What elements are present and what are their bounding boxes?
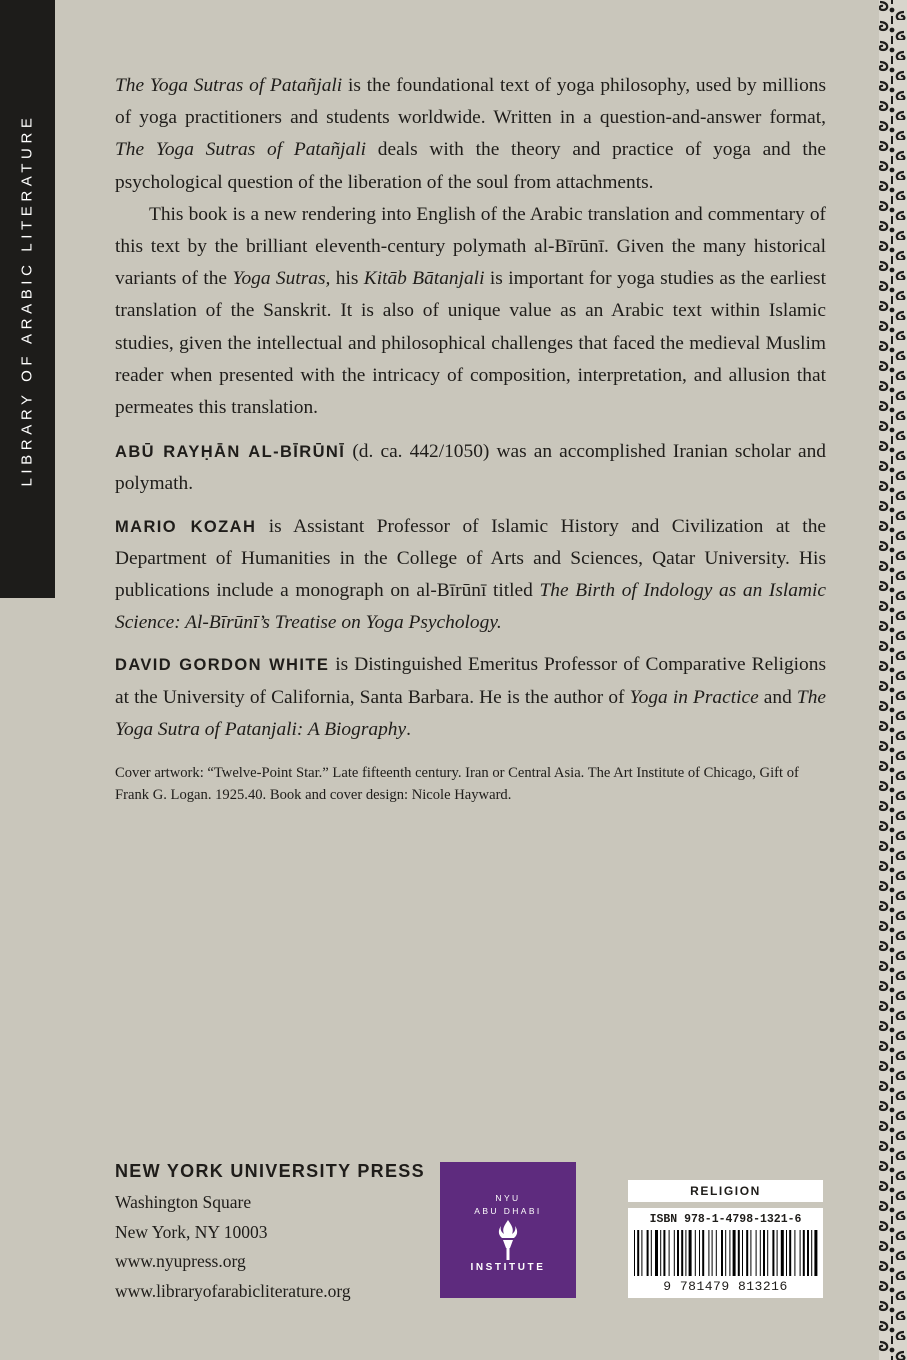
publisher-name: NEW YORK UNIVERSITY PRESS xyxy=(115,1161,425,1181)
foreword-author-name: DAVID GORDON WHITE xyxy=(115,656,330,675)
ornamental-border xyxy=(877,0,907,1360)
category-label: RELIGION xyxy=(628,1180,823,1202)
nyu-abu-dhabi-logo: NYU ABU DHABI INSTITUTE xyxy=(440,1162,576,1298)
publisher-address-line-1: Washington Square xyxy=(115,1192,252,1212)
publisher-website-1: www.nyupress.org xyxy=(115,1251,246,1271)
translator-name: MARIO KOZAH xyxy=(115,517,257,536)
barcode-digits: 9 781479 813216 xyxy=(663,1279,788,1294)
cover-credits: Cover artwork: “Twelve-Point Star.” Late fifteenth century. Iran or Central Asia. The Art Institute of Chicago, Gift of Frank G. Logan. 1925.40. Book and cover design: Nicole Hayward. xyxy=(115,765,799,804)
translator-bio: MARIO KOZAH is Assistant Professor of Islamic History and Civilization at the Department of Humanities in the College of Arts and Sciences, Qatar University. His publications include a monograph on al-Bīrūnī titled The Birth of Indology as an Islamic Science: Al-Bīrūnī’s Treatise on Yoga Psychology. xyxy=(115,515,826,634)
torch-icon xyxy=(493,1218,523,1266)
back-cover-text xyxy=(115,70,826,806)
book-title: The Yoga Sutras of Patañjali xyxy=(115,75,343,96)
book-title: The Yoga Sutras of Patañjali xyxy=(115,139,367,161)
author-name: ABŪ RAYḤĀN AL-BĪRŪNĪ xyxy=(115,443,346,462)
series-spine-band xyxy=(0,0,55,598)
foreword-bio: DAVID GORDON WHITE is Distinguished Emeritus Professor of Comparative Religions at the University of California, Santa Barbara. He is the author of Yoga in Practice and The Yoga Sutra of Patanjali: A Biography. xyxy=(115,654,826,740)
barcode-bars xyxy=(632,1230,819,1284)
description-paragraph-2: This book is a new rendering into English of the Arabic translation and commentary of this text by the brilliant eleventh-century polymath al-Bīrūnī. Given the many historical variants of the Yoga Sutras, his Kitāb Bātanjali is important for yoga studies as the earliest translation of the Sanskrit. It is also of unique value as an Arabic text within Islamic studies, given the intellectual and philosophical challenges that faced the medieval Muslim reader when presented with the intricacy of composition, interpretation, and allusion that permeates this translation. xyxy=(115,203,826,419)
series-title: LIBRARY OF ARABIC LITERATURE xyxy=(18,113,36,487)
description-paragraph-1: The Yoga Sutras of Patañjali is the foundational text of yoga philosophy, used by millions of yoga practitioners and students worldwide. Written in a question-and-answer format, The Yoga Sutras of Patañjali deals with the theory and practice of yoga and the psychological question of the liberation of the soul from attachments. xyxy=(115,75,827,193)
isbn-number: ISBN 978-1-4798-1321-6 xyxy=(649,1213,802,1226)
author-bio: ABŪ RAYḤĀN AL-BĪRŪNĪ (d. ca. 442/1050) was an accomplished Iranian scholar and polymath. xyxy=(115,441,826,495)
isbn-barcode xyxy=(628,1208,823,1298)
publisher-address-line-2: New York, NY 10003 xyxy=(115,1221,268,1242)
publisher-block xyxy=(115,1156,435,1306)
publisher-website-2: www.libraryofarabicliterature.org xyxy=(115,1280,351,1301)
